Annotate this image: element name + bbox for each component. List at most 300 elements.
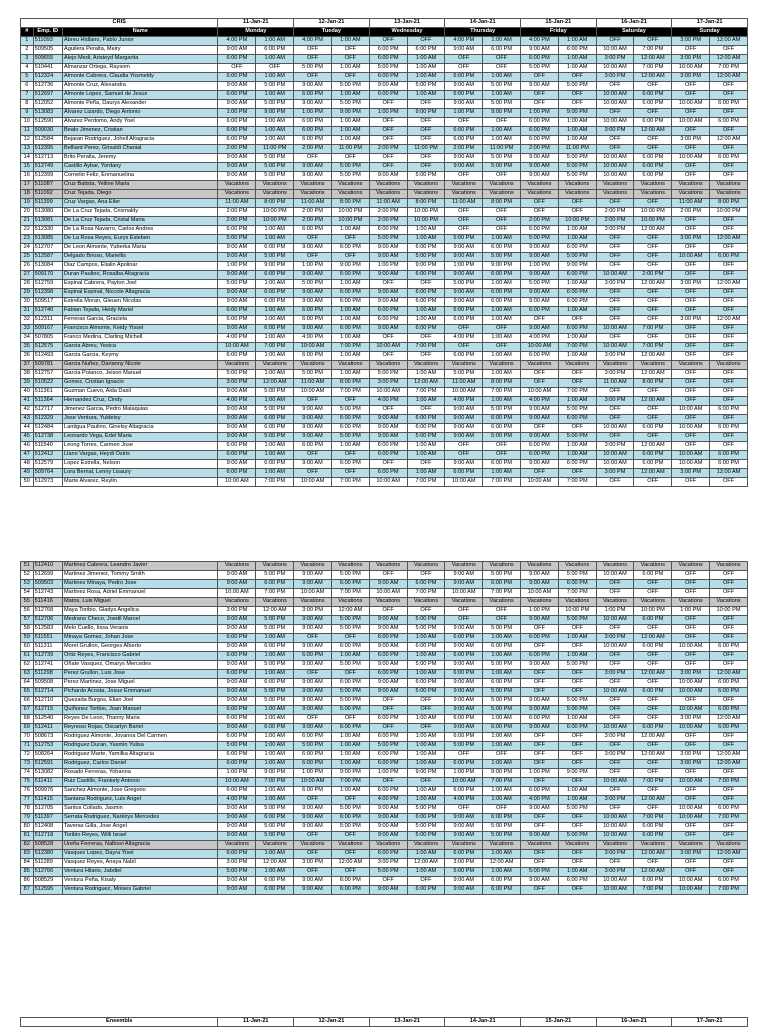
employee-id: 511415 xyxy=(33,796,62,805)
shift-end-cell: 5:00 PM xyxy=(331,172,369,181)
shift-start-cell: OFF xyxy=(369,352,407,361)
shift-end-cell: 6:00 PM xyxy=(634,424,672,433)
day-header: Saturday xyxy=(596,28,672,37)
shift-start-cell: 1:00 PM xyxy=(294,109,332,118)
shift-start-cell: 6:00 PM xyxy=(218,118,256,127)
shift-end-cell: OFF xyxy=(710,397,748,406)
shift-start-cell: Vacations xyxy=(672,841,710,850)
employee-name: De La Cruz Tejada, Crismaldy xyxy=(63,208,218,217)
table-row xyxy=(21,796,748,805)
shift-end-cell: 6:00 PM xyxy=(634,154,672,163)
shift-end-cell: 5:00 PM xyxy=(256,163,294,172)
employee-id: 512768 xyxy=(33,607,62,616)
shift-end-cell: 5:00 PM xyxy=(256,832,294,841)
shift-end-cell: 9:00 PM xyxy=(331,109,369,118)
shift-end-cell: 6:00 PM xyxy=(407,325,445,334)
table-row xyxy=(21,199,748,208)
table-row xyxy=(21,877,748,886)
row-number: 40 xyxy=(21,388,34,397)
shift-end-cell: 5:00 PM xyxy=(331,661,369,670)
employee-name: Martinez Minaya, Pedro Jose xyxy=(63,580,218,589)
shift-start-cell: 10:00 AM xyxy=(672,643,710,652)
name-header: Name xyxy=(63,28,218,37)
shift-start-cell: OFF xyxy=(294,55,332,64)
shift-end-cell: 1:00 AM xyxy=(256,715,294,724)
employee-id: 512408 xyxy=(33,823,62,832)
shift-end-cell: OFF xyxy=(710,571,748,580)
shift-end-cell: 6:00 PM xyxy=(483,244,521,253)
shift-start-cell: OFF xyxy=(294,154,332,163)
shift-start-cell: 11:00 AM xyxy=(596,379,634,388)
table-row xyxy=(21,841,748,850)
shift-end-cell: 1:00 AM xyxy=(558,280,596,289)
shift-start-cell: OFF xyxy=(596,859,634,868)
row-number: 5 xyxy=(21,73,34,82)
shift-end-cell: 1:00 AM xyxy=(483,127,521,136)
employee-id: 509167 xyxy=(33,325,62,334)
shift-start-cell: 1:00 PM xyxy=(445,769,483,778)
table-row xyxy=(21,361,748,370)
shift-start-cell: 9:00 AM xyxy=(218,406,256,415)
shift-start-cell: 3:00 PM xyxy=(596,469,634,478)
shift-start-cell: 3:00 PM xyxy=(369,859,407,868)
shift-start-cell: 9:00 AM xyxy=(218,832,256,841)
shift-start-cell: 5:00 PM xyxy=(218,235,256,244)
shift-end-cell: 6:00 PM xyxy=(710,679,748,688)
shift-start-cell: 10:00 AM xyxy=(596,271,634,280)
shift-end-cell: OFF xyxy=(634,253,672,262)
shift-start-cell: Vacations xyxy=(218,181,256,190)
shift-start-cell: 6:00 PM xyxy=(294,751,332,760)
shift-end-cell: OFF xyxy=(634,433,672,442)
table-row xyxy=(21,634,748,643)
shift-end-cell: 12:00 AM xyxy=(407,379,445,388)
shift-end-cell: OFF xyxy=(710,652,748,661)
shift-start-cell: OFF xyxy=(672,163,710,172)
shift-end-cell: 6:00 PM xyxy=(407,244,445,253)
shift-end-cell: 1:00 AM xyxy=(407,73,445,82)
shift-start-cell: 9:00 AM xyxy=(520,724,558,733)
shift-start-cell: OFF xyxy=(672,580,710,589)
shift-end-cell: Vacations xyxy=(558,361,596,370)
shift-start-cell: OFF xyxy=(369,406,407,415)
shift-end-cell: OFF xyxy=(407,352,445,361)
shift-start-cell: 1:00 PM xyxy=(520,607,558,616)
shift-start-cell: 3:00 PM xyxy=(672,760,710,769)
shift-start-cell: 1:00 PM xyxy=(445,262,483,271)
shift-start-cell: 3:00 PM xyxy=(672,55,710,64)
employee-name: Gomez, Cristian Ignacio xyxy=(63,379,218,388)
shift-start-cell: 3:00 PM xyxy=(596,370,634,379)
shift-start-cell: 6:00 PM xyxy=(520,307,558,316)
shift-start-cell: 9:00 AM xyxy=(294,706,332,715)
shift-end-cell: Vacations xyxy=(331,562,369,571)
shift-start-cell: 3:00 PM xyxy=(596,868,634,877)
shift-start-cell: Vacations xyxy=(596,181,634,190)
table-row xyxy=(21,343,748,352)
shift-start-cell: 9:00 AM xyxy=(445,832,483,841)
shift-end-cell: 1:00 AM xyxy=(331,442,369,451)
shift-start-cell: OFF xyxy=(294,796,332,805)
shift-end-cell: OFF xyxy=(407,778,445,787)
shift-end-cell: 6:00 PM xyxy=(256,460,294,469)
shift-start-cell: OFF xyxy=(596,262,634,271)
shift-end-cell: 5:00 PM xyxy=(558,571,596,580)
shift-end-cell: 8:00 PM xyxy=(634,379,672,388)
shift-start-cell: OFF xyxy=(520,778,558,787)
shift-end-cell: 9:00 PM xyxy=(331,262,369,271)
schedule-table-3-container xyxy=(20,1017,748,1027)
employee-id: 512714 xyxy=(33,688,62,697)
shift-start-cell: 6:00 PM xyxy=(294,127,332,136)
shift-end-cell: 1:00 AM xyxy=(256,226,294,235)
employee-name: Garcia Polanco, Jeison Manuel xyxy=(63,370,218,379)
shift-end-cell: OFF xyxy=(634,760,672,769)
shift-start-cell: Vacations xyxy=(520,361,558,370)
employee-id: 512587 xyxy=(33,253,62,262)
shift-end-cell: 1:00 AM xyxy=(407,868,445,877)
shift-end-cell: 9:00 PM xyxy=(407,769,445,778)
shift-start-cell: OFF xyxy=(672,244,710,253)
shift-end-cell: 6:00 PM xyxy=(634,451,672,460)
shift-start-cell: 3:00 PM xyxy=(596,280,634,289)
shift-end-cell: 1:00 AM xyxy=(558,796,596,805)
shift-start-cell: Vacations xyxy=(218,562,256,571)
shift-end-cell: 1:00 AM xyxy=(331,226,369,235)
shift-end-cell: OFF xyxy=(710,271,748,280)
shift-end-cell: 12:00 AM xyxy=(634,73,672,82)
shift-start-cell: 4:00 PM xyxy=(218,334,256,343)
shift-start-cell: 6:00 PM xyxy=(218,91,256,100)
shift-end-cell: 1:00 AM xyxy=(483,469,521,478)
shift-start-cell: 6:00 PM xyxy=(445,316,483,325)
shift-start-cell: 6:00 PM xyxy=(445,307,483,316)
shift-start-cell: OFF xyxy=(672,325,710,334)
shift-end-cell: 12:00 AM xyxy=(710,136,748,145)
shift-start-cell: 11:00 AM xyxy=(369,199,407,208)
shift-end-cell: 5:00 PM xyxy=(483,571,521,580)
shift-start-cell: OFF xyxy=(369,697,407,706)
shift-start-cell: 10:00 AM xyxy=(596,616,634,625)
table-row xyxy=(21,334,748,343)
employee-name: Jose Ventura, Yuldeisy xyxy=(63,415,218,424)
shift-end-cell: 6:00 PM xyxy=(407,415,445,424)
shift-start-cell: OFF xyxy=(369,724,407,733)
shift-end-cell: 1:00 AM xyxy=(407,451,445,460)
row-number: 46 xyxy=(21,442,34,451)
shift-start-cell: 9:00 AM xyxy=(369,823,407,832)
row-number: 6 xyxy=(21,82,34,91)
shift-end-cell: 7:00 PM xyxy=(634,886,672,895)
shift-end-cell: 1:00 AM xyxy=(407,760,445,769)
shift-end-cell: 7:00 PM xyxy=(483,778,521,787)
table-row xyxy=(21,226,748,235)
shift-start-cell: OFF xyxy=(672,271,710,280)
shift-start-cell: 9:00 AM xyxy=(445,580,483,589)
shift-end-cell: 6:00 PM xyxy=(483,679,521,688)
table-row xyxy=(21,760,748,769)
shift-end-cell: 10:00 PM xyxy=(558,607,596,616)
employee-name: Duran Paulino, Rosalba Altagracia xyxy=(63,271,218,280)
shift-end-cell: 5:00 PM xyxy=(256,82,294,91)
shift-end-cell: 1:00 AM xyxy=(483,136,521,145)
row-number: 16 xyxy=(21,172,34,181)
shift-end-cell: 6:00 PM xyxy=(256,325,294,334)
employee-name: Fabian Tejada, Heidy Mariel xyxy=(63,307,218,316)
row-number: 55 xyxy=(21,598,34,607)
shift-start-cell: 5:00 PM xyxy=(369,868,407,877)
shift-end-cell: OFF xyxy=(710,625,748,634)
shift-start-cell: Vacations xyxy=(369,361,407,370)
shift-end-cell: 1:00 AM xyxy=(331,307,369,316)
table-row xyxy=(21,415,748,424)
shift-end-cell: OFF xyxy=(483,607,521,616)
shift-start-cell: OFF xyxy=(218,64,256,73)
schedule-table-1 xyxy=(20,18,748,487)
employee-name: Rodriguez Marte, Yamilka Altagracia xyxy=(63,751,218,760)
shift-start-cell: 6:00 PM xyxy=(520,451,558,460)
shift-start-cell: 1:00 PM xyxy=(218,262,256,271)
employee-name: Jimenez Garcia, Pedro Malaquias xyxy=(63,406,218,415)
shift-start-cell: 6:00 PM xyxy=(294,226,332,235)
employee-name: Lopez Estrella, Nelson xyxy=(63,460,218,469)
shift-start-cell: 5:00 PM xyxy=(218,742,256,751)
shift-start-cell: OFF xyxy=(520,208,558,217)
shift-end-cell: 10:00 PM xyxy=(634,208,672,217)
shift-start-cell: 2:00 PM xyxy=(520,217,558,226)
shift-start-cell: 10:00 AM xyxy=(672,886,710,895)
shift-end-cell: 1:00 AM xyxy=(558,715,596,724)
shift-end-cell: 7:00 PM xyxy=(634,46,672,55)
shift-start-cell: Vacations xyxy=(445,562,483,571)
shift-start-cell: 1:00 PM xyxy=(596,607,634,616)
shift-start-cell: 9:00 AM xyxy=(520,163,558,172)
shift-end-cell: 6:00 PM xyxy=(710,688,748,697)
employee-name: De La Cruz Tejada, Cristal Maria xyxy=(63,217,218,226)
shift-start-cell: 10:00 AM xyxy=(596,460,634,469)
shift-start-cell: Vacations xyxy=(369,181,407,190)
shift-end-cell: 1:00 AM xyxy=(407,634,445,643)
shift-end-cell: 1:00 AM xyxy=(483,715,521,724)
shift-start-cell: 5:00 PM xyxy=(445,868,483,877)
shift-start-cell: 6:00 PM xyxy=(218,634,256,643)
table-row xyxy=(21,442,748,451)
employee-id: 512697 xyxy=(33,91,62,100)
shift-start-cell: OFF xyxy=(294,235,332,244)
employee-name: Leong Torres, Carmen Jose xyxy=(63,442,218,451)
employee-id: 512740 xyxy=(33,307,62,316)
table-row xyxy=(21,607,748,616)
shift-start-cell: 9:00 AM xyxy=(369,433,407,442)
shift-end-cell: 1:00 AM xyxy=(558,127,596,136)
shift-start-cell: 9:00 AM xyxy=(369,643,407,652)
employee-name: De La Rosa Reyes, Eurys Esleben xyxy=(63,235,218,244)
shift-end-cell: 11:00 PM xyxy=(558,145,596,154)
shift-end-cell: OFF xyxy=(710,379,748,388)
shift-end-cell: OFF xyxy=(558,424,596,433)
row-number: 86 xyxy=(21,877,34,886)
shift-start-cell: 6:00 PM xyxy=(445,127,483,136)
shift-start-cell: 9:00 AM xyxy=(218,433,256,442)
row-number: 32 xyxy=(21,316,34,325)
table-row xyxy=(21,397,748,406)
shift-start-cell: Vacations xyxy=(369,562,407,571)
shift-end-cell: 10:00 PM xyxy=(558,217,596,226)
shift-end-cell: 5:00 PM xyxy=(483,163,521,172)
row-number: 58 xyxy=(21,625,34,634)
shift-end-cell: 1:00 AM xyxy=(407,469,445,478)
shift-end-cell: OFF xyxy=(407,118,445,127)
date-header: 15-Jan-21 xyxy=(520,19,596,28)
table-row xyxy=(21,814,748,823)
shift-start-cell: OFF xyxy=(294,868,332,877)
shift-end-cell: OFF xyxy=(710,307,748,316)
shift-end-cell: 12:00 AM xyxy=(634,850,672,859)
shift-end-cell: 6:00 PM xyxy=(634,172,672,181)
shift-start-cell: 6:00 PM xyxy=(520,136,558,145)
shift-end-cell: 8:00 PM xyxy=(483,379,521,388)
shift-start-cell: 6:00 PM xyxy=(445,715,483,724)
shift-start-cell: 9:00 AM xyxy=(445,415,483,424)
shift-start-cell: 9:00 AM xyxy=(520,877,558,886)
employee-name: Castillo Aybar, Yordany xyxy=(63,163,218,172)
shift-end-cell: 5:00 PM xyxy=(558,154,596,163)
shift-start-cell: 10:00 AM xyxy=(596,571,634,580)
shift-end-cell: 6:00 PM xyxy=(256,424,294,433)
shift-end-cell: 1:00 AM xyxy=(558,37,596,46)
row-number: 66 xyxy=(21,697,34,706)
shift-end-cell: 5:00 PM xyxy=(483,154,521,163)
shift-start-cell: 9:00 AM xyxy=(218,325,256,334)
shift-end-cell: 1:00 AM xyxy=(256,760,294,769)
employee-id: 512584 xyxy=(33,136,62,145)
row-number: 84 xyxy=(21,859,34,868)
shift-start-cell: OFF xyxy=(672,832,710,841)
shift-start-cell: 6:00 PM xyxy=(218,226,256,235)
shift-end-cell: OFF xyxy=(634,805,672,814)
shift-start-cell: OFF xyxy=(294,451,332,460)
shift-start-cell: Vacations xyxy=(369,598,407,607)
shift-start-cell: 6:00 PM xyxy=(294,307,332,316)
shift-end-cell: OFF xyxy=(331,715,369,724)
shift-start-cell: 1:00 PM xyxy=(294,769,332,778)
table-row xyxy=(21,625,748,634)
shift-end-cell: 5:00 PM xyxy=(256,823,294,832)
shift-start-cell: 5:00 PM xyxy=(218,868,256,877)
shift-start-cell: 9:00 AM xyxy=(445,289,483,298)
shift-start-cell: OFF xyxy=(520,688,558,697)
shift-end-cell: 1:00 AM xyxy=(256,127,294,136)
shift-end-cell: OFF xyxy=(331,868,369,877)
shift-end-cell: 1:00 AM xyxy=(256,706,294,715)
shift-start-cell: 10:00 AM xyxy=(445,388,483,397)
shift-end-cell: 1:00 AM xyxy=(407,316,445,325)
shift-end-cell: 1:00 AM xyxy=(331,370,369,379)
employee-name: Pichardo Acosta, Josue Emmanuel xyxy=(63,688,218,697)
shift-end-cell: 7:00 PM xyxy=(634,778,672,787)
shift-start-cell: OFF xyxy=(672,733,710,742)
shift-end-cell: 6:00 PM xyxy=(710,643,748,652)
shift-end-cell: OFF xyxy=(710,634,748,643)
row-number: 35 xyxy=(21,343,34,352)
shift-start-cell: 6:00 PM xyxy=(445,136,483,145)
shift-start-cell: 10:00 AM xyxy=(218,589,256,598)
shift-start-cell: 9:00 AM xyxy=(294,100,332,109)
shift-start-cell: 6:00 PM xyxy=(369,46,407,55)
shift-start-cell: OFF xyxy=(520,814,558,823)
shift-end-cell: Vacations xyxy=(483,190,521,199)
shift-end-cell: Vacations xyxy=(710,598,748,607)
shift-start-cell: 9:00 AM xyxy=(218,460,256,469)
shift-end-cell: Vacations xyxy=(634,361,672,370)
shift-start-cell: OFF xyxy=(596,109,634,118)
shift-end-cell: Vacations xyxy=(256,598,294,607)
shift-end-cell: 7:00 PM xyxy=(710,886,748,895)
shift-end-cell: 6:00 PM xyxy=(483,580,521,589)
shift-start-cell: 6:00 PM xyxy=(218,751,256,760)
shift-end-cell: OFF xyxy=(634,37,672,46)
shift-start-cell: 9:00 AM xyxy=(294,697,332,706)
table-row xyxy=(21,469,748,478)
row-number: 81 xyxy=(21,832,34,841)
shift-start-cell: 6:00 PM xyxy=(369,451,407,460)
shift-end-cell: Vacations xyxy=(407,361,445,370)
employee-id: 512741 xyxy=(33,661,62,670)
row-number: 61 xyxy=(21,652,34,661)
shift-end-cell: OFF xyxy=(483,751,521,760)
employee-name: Matos, Luis Miguel xyxy=(63,598,218,607)
shift-start-cell: 3:00 PM xyxy=(672,715,710,724)
employee-name: Estrella Moran, Gleuen Nicolas xyxy=(63,298,218,307)
table-row xyxy=(21,91,748,100)
shift-end-cell: 1:00 AM xyxy=(407,235,445,244)
row-number: 28 xyxy=(21,280,34,289)
schedule-table-2-container xyxy=(20,561,748,895)
shift-end-cell: 5:00 PM xyxy=(256,388,294,397)
shift-start-cell: OFF xyxy=(294,469,332,478)
shift-end-cell: 11:00 PM xyxy=(331,145,369,154)
shift-start-cell: OFF xyxy=(672,415,710,424)
shift-start-cell: 3:00 PM xyxy=(218,379,256,388)
shift-end-cell: 1:00 AM xyxy=(558,307,596,316)
shift-end-cell: OFF xyxy=(710,796,748,805)
shift-start-cell: 9:00 AM xyxy=(294,163,332,172)
shift-end-cell: 5:00 PM xyxy=(256,253,294,262)
shift-end-cell: OFF xyxy=(331,451,369,460)
shift-end-cell: 12:00 AM xyxy=(710,850,748,859)
shift-start-cell: 9:00 AM xyxy=(294,172,332,181)
shift-end-cell: 1:00 AM xyxy=(331,652,369,661)
shift-end-cell: 6:00 PM xyxy=(407,814,445,823)
shift-end-cell: 1:00 AM xyxy=(256,868,294,877)
shift-start-cell: 9:00 AM xyxy=(369,289,407,298)
shift-end-cell: 1:00 AM xyxy=(331,760,369,769)
shift-start-cell: OFF xyxy=(672,652,710,661)
shift-start-cell: 11:00 AM xyxy=(294,379,332,388)
shift-end-cell: OFF xyxy=(634,652,672,661)
employee-id: 511311 xyxy=(33,643,62,652)
shift-start-cell: OFF xyxy=(672,262,710,271)
shift-start-cell: 6:00 PM xyxy=(520,634,558,643)
shift-end-cell: 6:00 PM xyxy=(710,460,748,469)
shift-end-cell: OFF xyxy=(634,145,672,154)
shift-start-cell: OFF xyxy=(445,64,483,73)
table-row xyxy=(21,145,748,154)
shift-start-cell: 9:00 AM xyxy=(445,460,483,469)
shift-end-cell: 6:00 PM xyxy=(634,460,672,469)
employee-id: 513080 xyxy=(33,208,62,217)
shift-end-cell: OFF xyxy=(483,55,521,64)
